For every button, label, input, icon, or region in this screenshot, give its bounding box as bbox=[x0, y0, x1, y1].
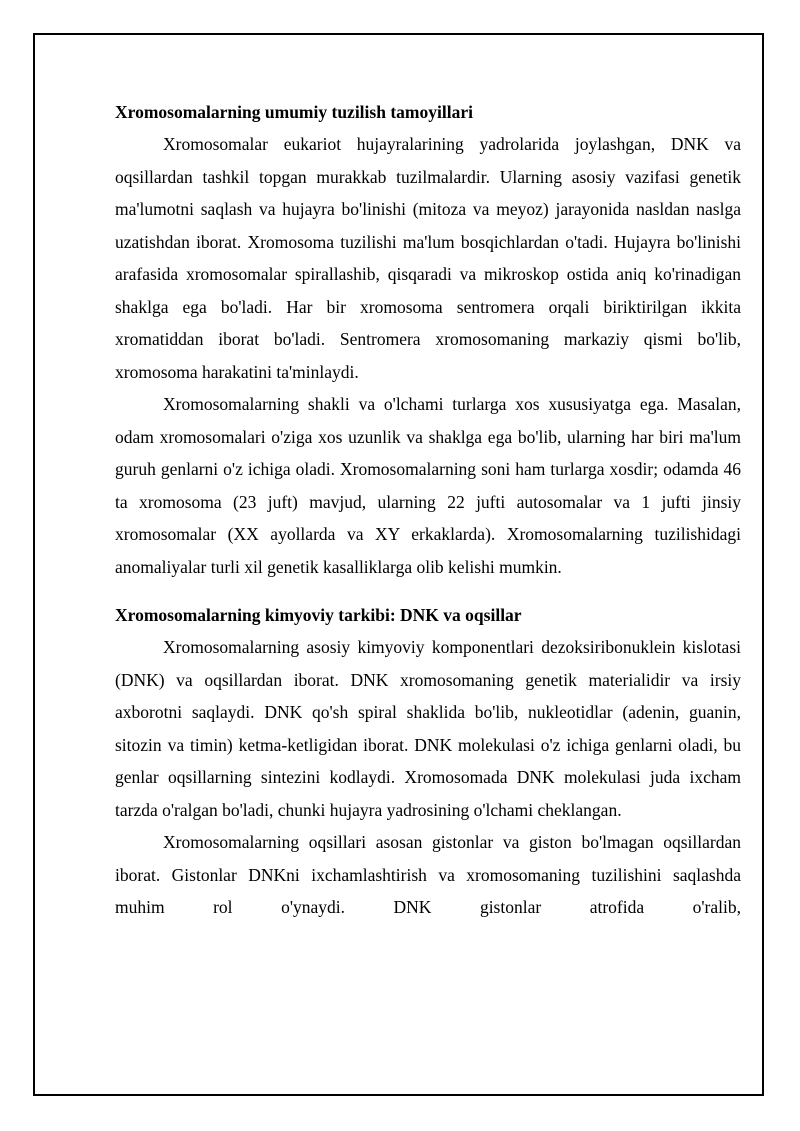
paragraph-chemistry-2: Xromosomalarning oqsillari asosan gistonlar va giston bo'lmagan oqsillardan iborat. Gistonlar DNKni ixchamlashtirish va xromosomaning tuzilishini saqlashda muhim rol o'ynaydi. DNK gistonlar atrofida o'ralib, bbox=[115, 832, 741, 917]
section-heading-chemistry: Xromosomalarning kimyoviy tarkibi: DNK va oqsillar bbox=[115, 605, 522, 625]
paragraph-chemistry-1: Xromosomalarning asosiy kimyoviy komponentlari dezoksiribonuklein kislotasi (DNK) va oqsillardan iborat. DNK xromosomaning genetik materialidir va irsiy axborotni saqlaydi. DNK qo'sh spiral shaklida bo'lib, nukleotidlar (adenin, guanin, sitozin va timin) ketma-ketligidan iborat. DNK molekulasi o'z ichiga genlarni oladi, bu genlar oqsillarning sintezini kodlaydi. Xromosomada DNK molekulasi juda ixcham tarzda o'ralgan bo'ladi, chunki hujayra yadrosining o'lchami cheklangan. bbox=[115, 637, 741, 820]
section-heading-structure: Xromosomalarning umumiy tuzilish tamoyillari bbox=[115, 102, 473, 122]
document-body bbox=[115, 96, 741, 924]
paragraph-structure-1: Xromosomalar eukariot hujayralarining yadrolarida joylashgan, DNK va oqsillardan tashkil topgan murakkab tuzilmalardir. Ularning asosiy vazifasi genetik ma'lumotni saqlash va hujayra bo'linishi (mitoza va meyoz) jarayonida nasldan naslga uzatishdan iborat. Xromosoma tuzilishi ma'lum bosqichlardan o'tadi. Hujayra bo'linishi arafasida xromosomalar spirallashib, qisqaradi va mikroskop ostida aniq ko'rinadigan shaklga ega bo'ladi. Har bir xromosoma sentromera orqali biriktirilgan ikkita xromatiddan iborat bo'ladi. Sentromera xromosomaning markaziy qismi bo'lib, xromosoma harakatini ta'minlaydi. bbox=[115, 134, 741, 382]
paragraph-structure-2: Xromosomalarning shakli va o'lchami turlarga xos xususiyatga ega. Masalan, odam xromosomalari o'ziga xos uzunlik va shaklga ega bo'lib, ularning har biri ma'lum guruh genlarni o'z ichiga oladi. Xromosomalarning soni ham turlarga xosdir; odamda 46 ta xromosoma (23 juft) mavjud, ularning 22 jufti autosomalar va 1 jufti jinsiy xromosomalar (XX ayollarda va XY erkaklarda). Xromosomalarning tuzilishidagi anomaliyalar turli xil genetik kasalliklarga olib kelishi mumkin. bbox=[115, 394, 741, 577]
